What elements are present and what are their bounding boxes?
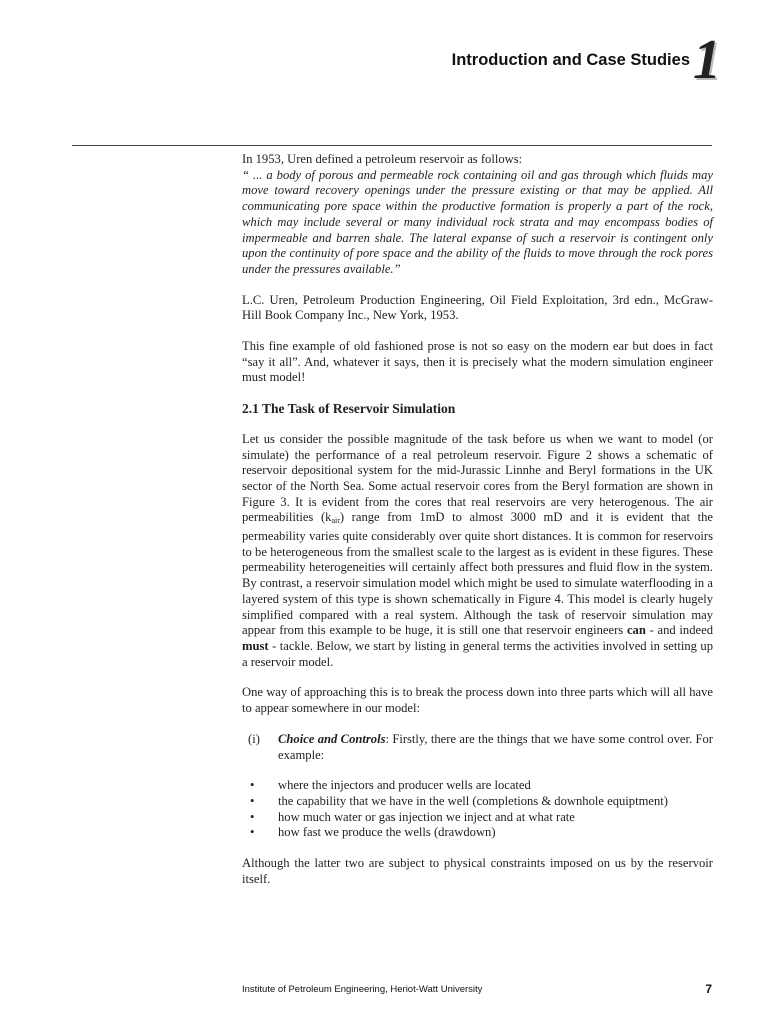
list-item: • how much water or gas injection we inject and at what rate	[250, 809, 575, 824]
uren-quote: “ ... a body of porous and permeable rock containing oil and gas through which fluids may move toward recovery openings under the pressure existing or that may be applied. All communicating pore space within the productive formation is properly a part of the rock, which may include several or many individual rock strata and may encompass bodies of impermeable and barren shale. The lateral expanse of such a reservoir is contingent only upon the continuity of pore space and the ability of the fluids to move through the rock pores under the pressures available.”	[242, 167, 713, 276]
bullet-icon: •	[250, 778, 255, 793]
comment-paragraph: This fine example of old fashioned prose is not so easy on the modern ear but does in fact “say it all”. And, whatever it says, then it is precisely what the modern simulation engineer must model!	[242, 339, 713, 385]
task-paragraph-part-d: - tackle. Below, we start by listing in general terms the activities involved in setting up a reservoir model.	[242, 638, 713, 669]
intro-line: In 1953, Uren defined a petroleum reservoir as follows:	[242, 152, 523, 166]
task-paragraph-part-a: Let us consider the possible magnitude of the task before us when we want to model (or simulate) the performance of a real petroleum reservoir. Figure 2 shows a schematic of reservoir depositional system for the mid-Jurassic Linnhe and Beryl formations in the UK sector of the North Sea. Some actual reservoir cores from the Beryl formation are shown in Figure 3. It is evident from the cores that real reservoirs are very heterogenous. The air permeabilities (k	[242, 431, 713, 525]
emphasis-must: must	[242, 638, 269, 653]
citation: L.C. Uren, Petroleum Production Engineering, Oil Field Exploitation, 3rd edn., McGraw-Hill Book Company Inc., New York, 1953.	[242, 292, 713, 323]
page-number: 7	[705, 982, 712, 996]
chapter-number: 1	[693, 29, 721, 91]
task-paragraph-part-c: - and indeed	[645, 623, 713, 638]
bullet-icon: •	[250, 825, 255, 840]
item-title: Choice and Controls	[278, 731, 386, 746]
item-number: (i)	[248, 731, 260, 746]
air-subscript: air	[331, 516, 340, 526]
approach-paragraph: One way of approaching this is to break the process down into three parts which will all have to appear somewhere in our model:	[242, 685, 713, 716]
list-item: • where the injectors and producer wells are located	[250, 778, 531, 793]
bullet-icon: •	[250, 793, 255, 808]
bullet-icon: •	[250, 809, 255, 824]
task-paragraph	[242, 432, 713, 671]
list-item: • the capability that we have in the well (completions & downhole equiptment)	[250, 793, 668, 808]
body-text	[242, 152, 713, 887]
item-text: : Firstly, there are the things that we have some control over. For example:	[278, 731, 713, 762]
task-paragraph-part-b: ) range from 1mD to almost 3000 mD and it is evident that the permeability varies quite considerably over quite short distances. It is common for reservoirs to be heterogeneous from the smallest scale to the largest as is evident in these figures. These permeability heterogeneities will certainly affect both pressures and fluid flow in the system. By contrast, a reservoir simulation model which might be used to simulate waterflooding in a layered system of this type is shown schematically in Figure 4. This model is clearly hugely simplified compared with a real system. Although the task of reservoir simulation may appear from this example to be huge, it is still one that reservoir engineers	[242, 510, 713, 638]
emphasis-can: can	[626, 623, 646, 638]
list-item: • how fast we produce the wells (drawdown)	[250, 825, 496, 840]
bullet-list	[242, 778, 713, 841]
numbered-item	[242, 732, 713, 763]
section-heading: 2.1 The Task of Reservoir Simulation	[242, 401, 456, 417]
header-divider	[72, 145, 712, 146]
footer-institute: Institute of Petroleum Engineering, Heriot-Watt University	[242, 984, 483, 995]
closing-paragraph: Although the latter two are subject to physical constraints imposed on us by the reservoir itself.	[242, 856, 713, 886]
chapter-title: Introduction and Case Studies	[451, 51, 690, 69]
